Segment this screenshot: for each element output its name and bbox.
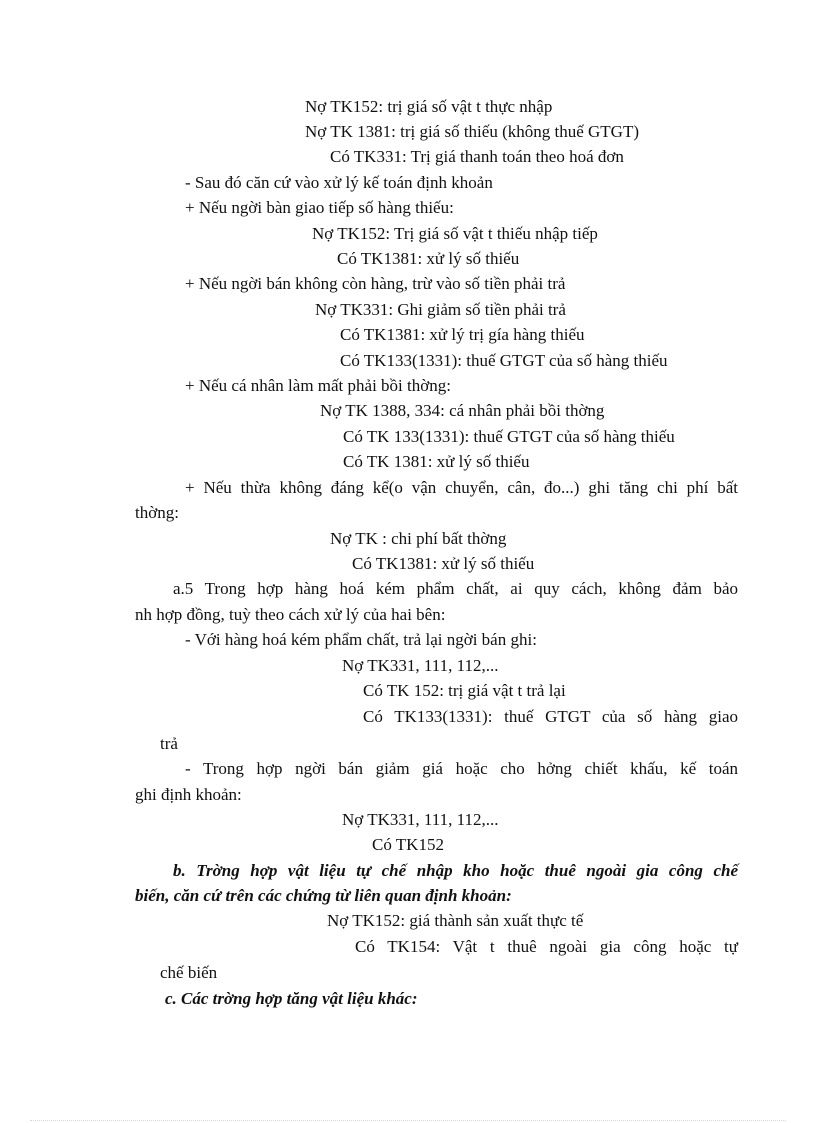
text-line: Nợ TK331, 111, 112,... — [342, 656, 499, 675]
text-line: + Nếu ngời bàn giao tiếp số hàng thiếu: — [185, 198, 454, 217]
text-line: trả — [160, 734, 178, 753]
section-heading: b. Trờng hợp vật liệu tự chế nhập kho hoặc thuê ngoài gia công chế — [173, 861, 738, 880]
text-line: Nợ TK : chi phí bất thờng — [330, 529, 507, 548]
text-line: Có TK 152: trị giá vật t trả lại — [363, 681, 566, 700]
text-line: Có TK1381: xử lý số thiếu — [352, 554, 535, 573]
section-heading: c. Các trờng hợp tăng vật liệu khác: — [165, 989, 418, 1008]
text-line: a.5 Trong hợp hàng hoá kém phẩm chất, ai quy cách, không đảm bảo — [173, 579, 738, 598]
text-line: Có TK 1381: xử lý số thiếu — [343, 452, 530, 471]
text-line: Có TK133(1331): thuế GTGT của số hàng thiếu — [340, 351, 668, 370]
text-line: - Với hàng hoá kém phẩm chất, trả lại ngời bán ghi: — [185, 630, 537, 649]
text-line: Nợ TK331: Ghi giảm số tiền phải trả — [315, 300, 566, 319]
text-line: + Nếu cá nhân làm mất phải bồi thờng: — [185, 376, 451, 395]
text-line: Nợ TK152: trị giá số vật t thực nhập — [305, 97, 553, 116]
text-line: ghi định khoản: — [135, 785, 242, 804]
text-line: nh hợp đồng, tuỳ theo cách xử lý của hai bên: — [135, 605, 446, 624]
text-line: - Trong hợp ngời bán giảm giá hoặc cho hởng chiết khấu, kế toán — [185, 759, 738, 778]
section-heading: biến, căn cứ trên các chứng từ liên quan định khoản: — [135, 886, 512, 905]
page-bottom-divider — [30, 1120, 786, 1121]
text-line: Có TK133(1331): thuế GTGT của số hàng giao — [363, 707, 738, 726]
text-line: Nợ TK152: giá thành sản xuất thực tế — [327, 911, 584, 930]
text-line: Nợ TK331, 111, 112,... — [342, 810, 499, 829]
text-line: - Sau đó căn cứ vào xử lý kế toán định khoản — [185, 173, 493, 192]
text-line: chế biến — [160, 963, 218, 982]
text-line: Có TK 133(1331): thuế GTGT của số hàng thiếu — [343, 427, 675, 446]
text-line: + Nếu ngời bán không còn hàng, trừ vào số tiền phải trả — [185, 274, 566, 293]
text-line: Nợ TK 1381: trị giá số thiếu (không thuế GTGT) — [305, 122, 639, 141]
text-line: Nợ TK152: Trị giá số vật t thiếu nhập tiếp — [312, 224, 598, 243]
text-line: + Nếu thừa không đáng kể(o vận chuyển, cân, đo...) ghi tăng chi phí bất — [185, 478, 738, 497]
text-line: Nợ TK 1388, 334: cá nhân phải bồi thờng — [320, 401, 605, 420]
text-line: Có TK154: Vật t thuê ngoài gia công hoặc tự — [355, 937, 738, 956]
text-line: Có TK152 — [372, 835, 444, 854]
text-line: Có TK1381: xử lý trị gía hàng thiếu — [340, 325, 585, 344]
text-line: Có TK1381: xử lý số thiếu — [337, 249, 520, 268]
text-line: thờng: — [135, 503, 179, 522]
text-line: Có TK331: Trị giá thanh toán theo hoá đơn — [330, 147, 624, 166]
